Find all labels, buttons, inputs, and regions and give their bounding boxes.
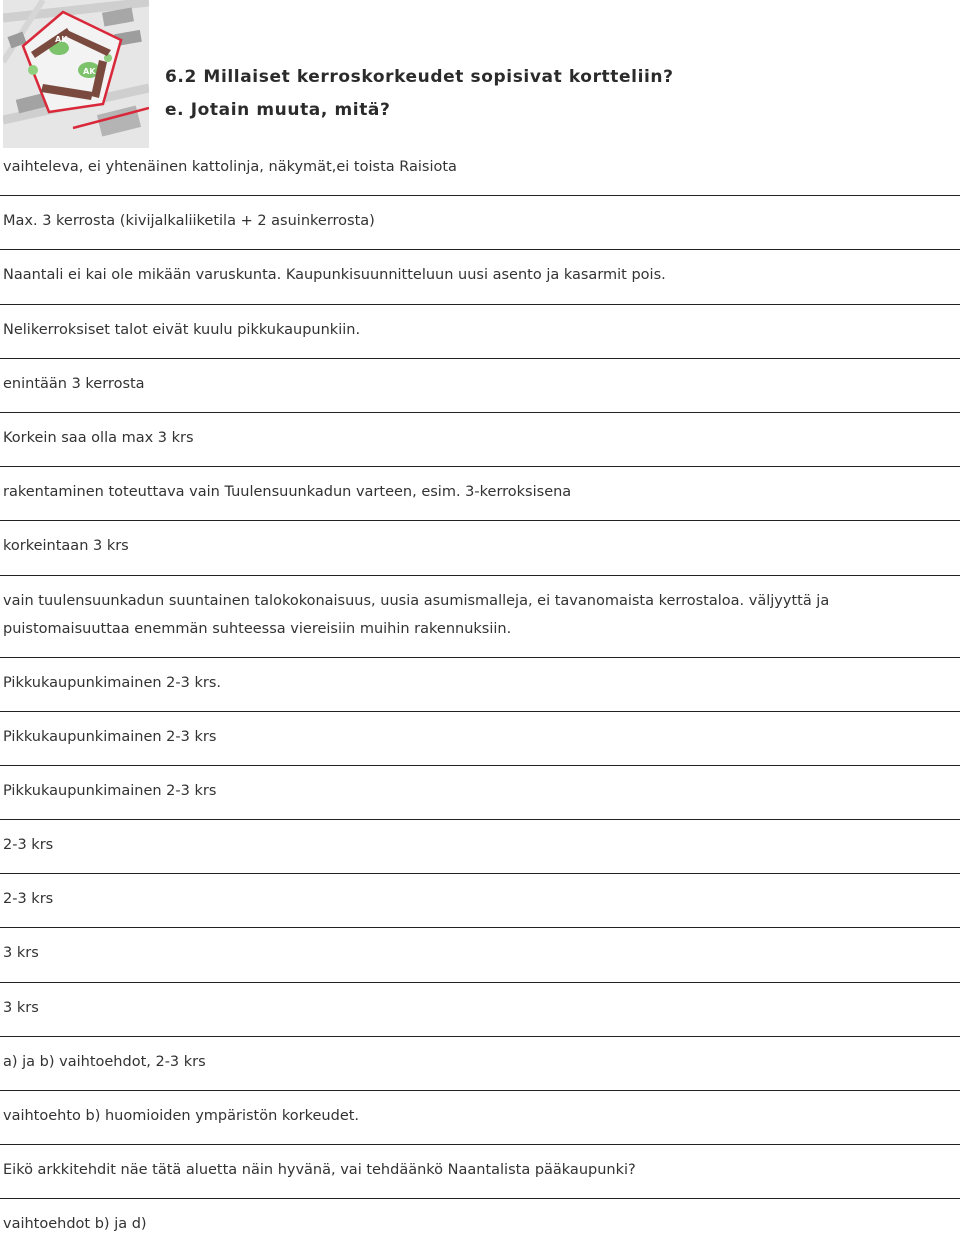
response-list — [0, 142, 960, 1254]
response-row — [0, 874, 960, 928]
response-text: vaihtoehdot b) ja d) — [3, 1216, 147, 1233]
response-text: Pikkukaupunkimainen 2-3 krs — [3, 728, 217, 745]
response-row — [0, 928, 960, 982]
question-heading: 6.2 Millaiset kerroskorkeudet sopisivat kortteliin? — [165, 67, 674, 87]
response-text: 2-3 krs — [3, 837, 54, 854]
response-text: rakentaminen toteuttava vain Tuulensuunkadun varteen, esim. 3-kerroksisena — [3, 484, 572, 501]
response-row — [0, 142, 960, 196]
response-row — [0, 658, 960, 712]
response-text: vain tuulensuunkadun suuntainen talokokonaisuus, uusia asumismalleja, ei tavanomaista kerrostaloa. väljyyttä ja — [3, 592, 830, 609]
response-row — [0, 766, 960, 820]
response-row — [0, 413, 960, 467]
response-row — [0, 1199, 960, 1253]
response-text: enintään 3 kerrosta — [3, 375, 145, 392]
response-row — [0, 1091, 960, 1145]
response-row — [0, 359, 960, 413]
response-row — [0, 196, 960, 250]
response-text: Pikkukaupunkimainen 2-3 krs. — [3, 674, 221, 691]
response-text: korkeintaan 3 krs — [3, 538, 129, 555]
response-text: a) ja b) vaihtoehdot, 2-3 krs — [3, 1053, 206, 1070]
response-row — [0, 983, 960, 1037]
response-row — [0, 305, 960, 359]
response-text: 3 krs — [3, 999, 39, 1016]
response-row — [0, 521, 960, 575]
response-text: Korkein saa olla max 3 krs — [3, 429, 194, 446]
zone-label: AK — [83, 67, 96, 76]
response-row — [0, 576, 960, 658]
response-text-continued: puistomaisuuttaa enemmän suhteessa viereisiin muihin rakennuksiin. — [3, 620, 512, 637]
response-text: Nelikerroksiset talot eivät kuulu pikkukaupunkiin. — [3, 321, 361, 338]
response-row — [0, 820, 960, 874]
zone-label: AK — [55, 35, 68, 44]
response-text: Eikö arkkitehdit näe tätä aluetta näin hyvänä, vai tehdäänkö Naantalista pääkaupunki? — [3, 1162, 636, 1179]
response-row — [0, 1037, 960, 1091]
site-plan-map — [3, 0, 149, 148]
response-text: Pikkukaupunkimainen 2-3 krs — [3, 782, 217, 799]
response-text: vaihtoehto b) huomioiden ympäristön korkeudet. — [3, 1108, 360, 1124]
response-text: 2-3 krs — [3, 891, 54, 908]
response-row — [0, 1145, 960, 1199]
response-text: 3 krs — [3, 945, 39, 962]
site-plan-thumbnail — [3, 0, 149, 148]
option-heading: e. Jotain muuta, mitä? — [165, 100, 391, 120]
response-text: vaihteleva, ei yhtenäinen kattolinja, näkymät,ei toista Raisiota — [3, 159, 457, 175]
response-text: Max. 3 kerrosta (kivijalkaliiketila + 2 asuinkerrosta) — [3, 213, 375, 230]
response-row — [0, 467, 960, 521]
response-row — [0, 250, 960, 304]
response-text: Naantali ei kai ole mikään varuskunta. Kaupunkisuunnitteluun uusi asento ja kasarmit pois. — [3, 267, 666, 284]
response-row — [0, 712, 960, 766]
